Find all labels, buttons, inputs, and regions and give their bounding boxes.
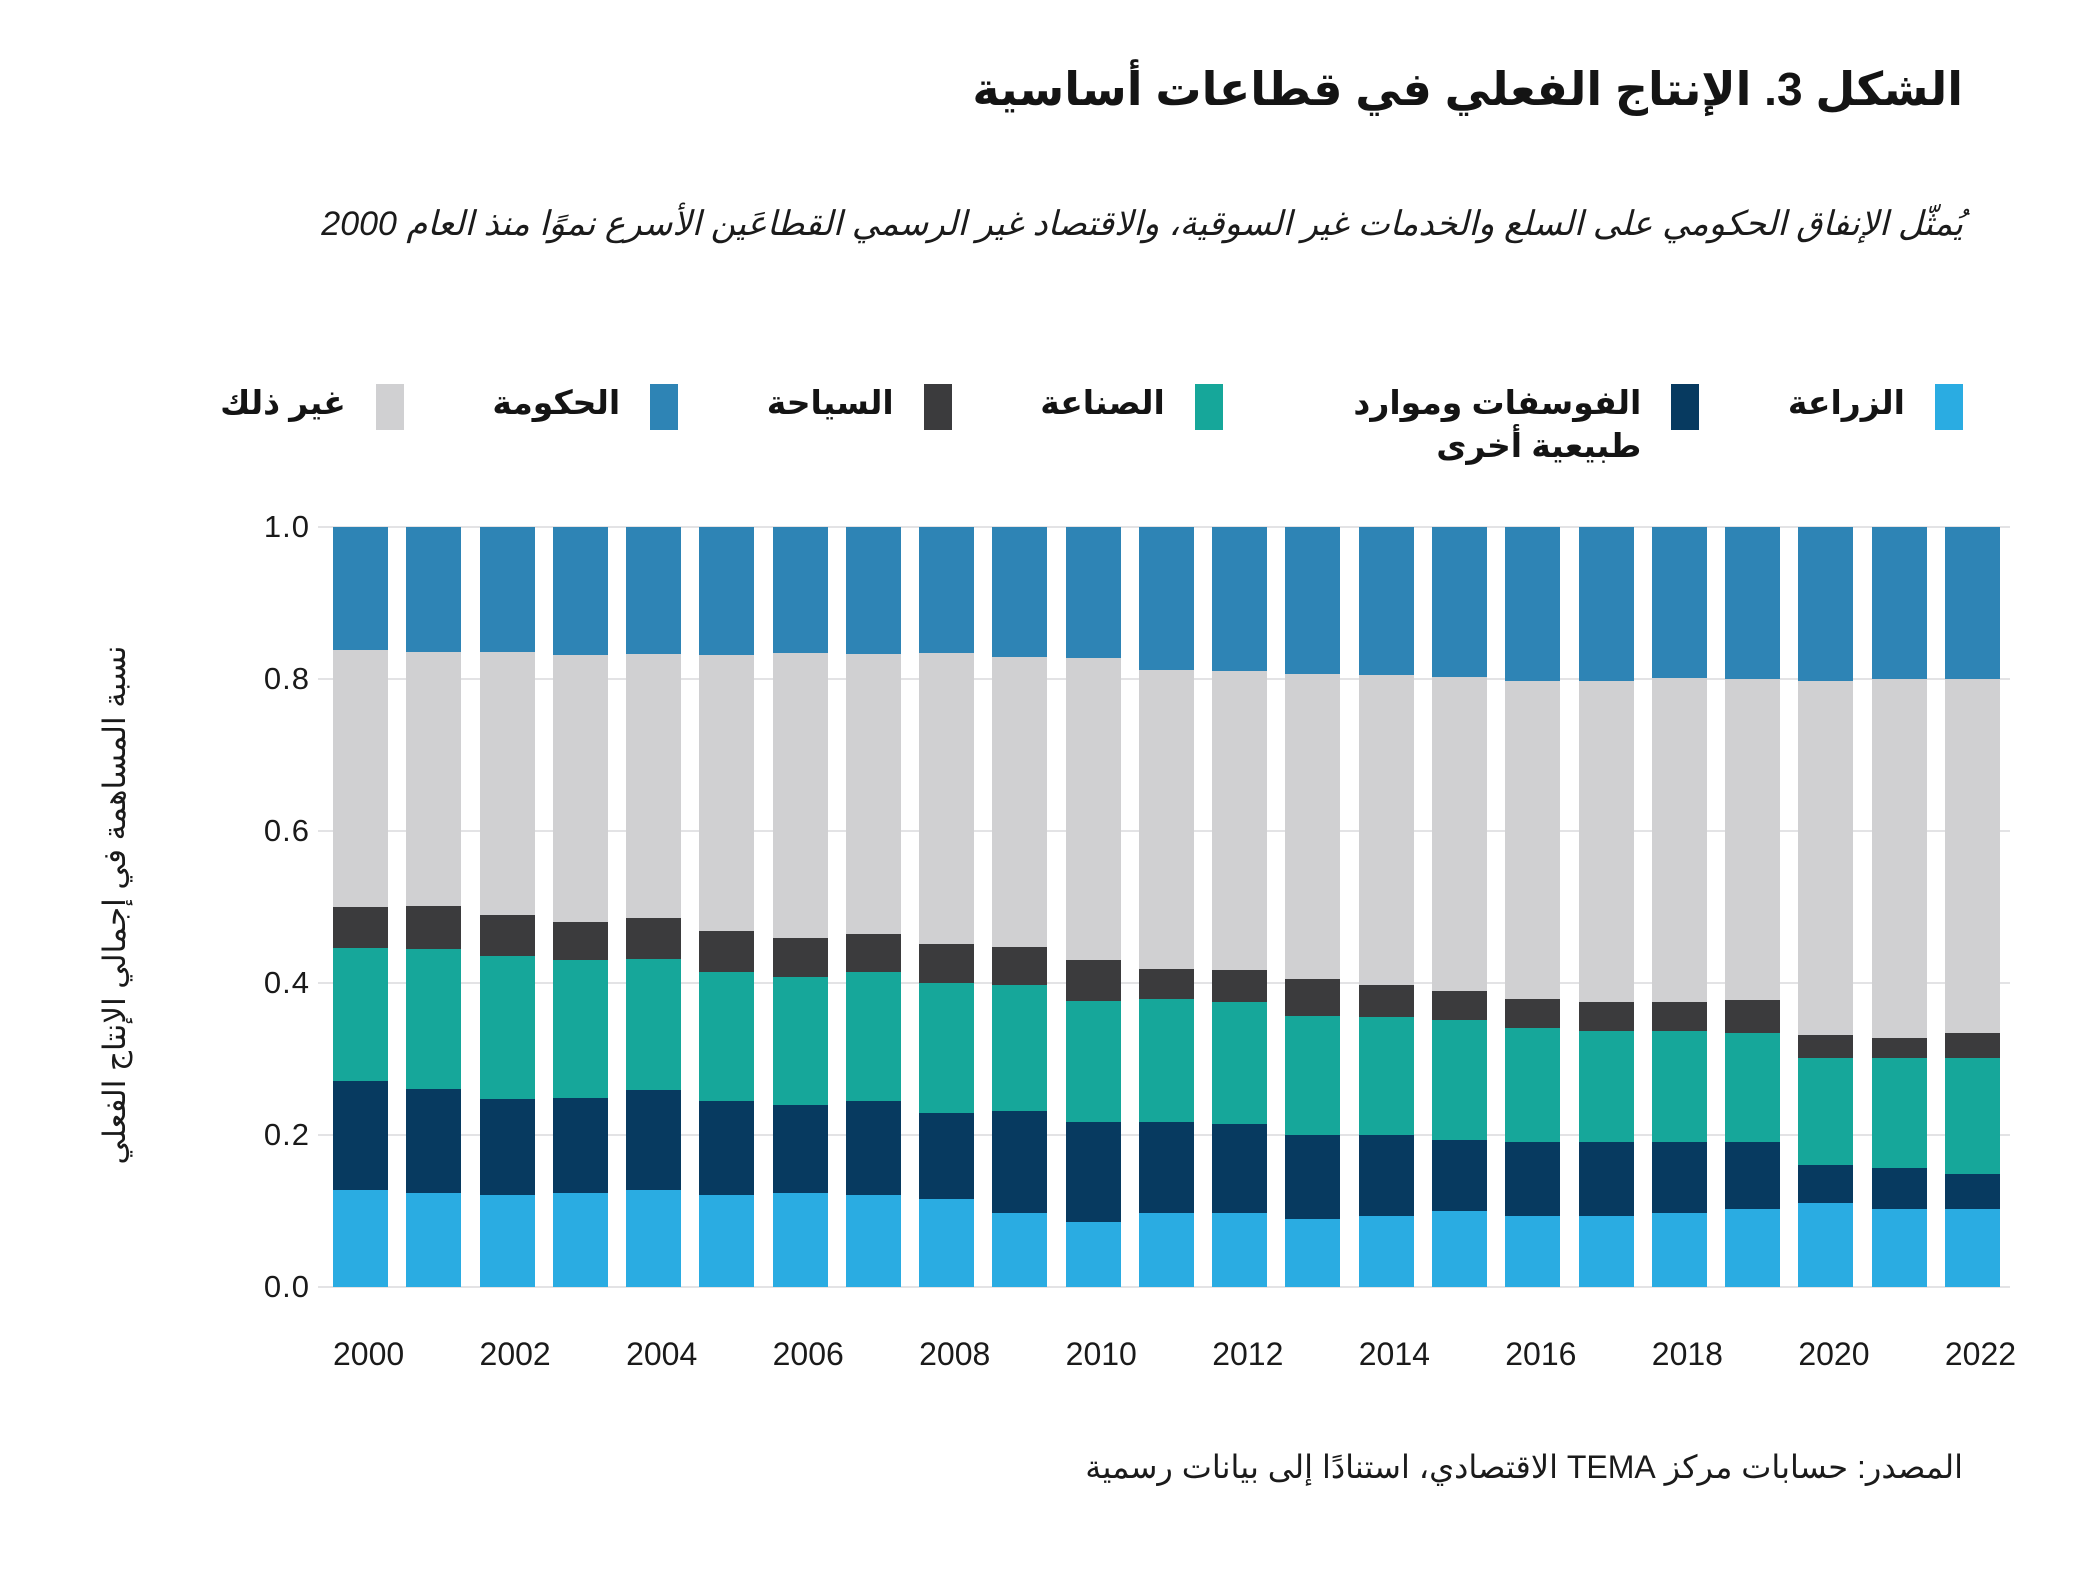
legend-label: الزراعة (1787, 384, 1905, 421)
y-tick-label: 0.0 (263, 1269, 310, 1304)
bar-2021-segment-3 (1872, 1038, 1927, 1058)
bar-2008-segment-5 (919, 527, 974, 653)
bar-2019-segment-2 (1725, 1033, 1780, 1142)
y-tick-label: 0.2 (263, 1117, 310, 1152)
bar-2005-segment-5 (699, 527, 754, 655)
bar-2020 (1798, 527, 1853, 1287)
bar-2021-segment-0 (1872, 1209, 1927, 1287)
bar-2006-segment-0 (773, 1193, 828, 1287)
bar-2007-segment-5 (846, 527, 901, 654)
bar-2010-segment-0 (1066, 1222, 1121, 1287)
bar-2018-segment-1 (1652, 1142, 1707, 1213)
bar-2019-segment-0 (1725, 1209, 1780, 1287)
bar-2007-segment-3 (846, 934, 901, 973)
bar-2019 (1725, 527, 1780, 1287)
x-tick-2003 (553, 1336, 608, 1373)
bar-2018-segment-0 (1652, 1213, 1707, 1287)
bar-2011-segment-4 (1139, 670, 1194, 969)
bar-2005-segment-3 (699, 931, 754, 972)
bar-2007 (846, 527, 901, 1287)
legend-label: غير ذلك (220, 384, 346, 421)
x-tick-2022: 2022 (1944, 1336, 2017, 1372)
bar-2001-segment-2 (406, 949, 461, 1089)
x-tick-2010: 2010 (1065, 1336, 1137, 1372)
bar-2017-segment-4 (1579, 681, 1634, 1002)
bar-2000-segment-4 (333, 650, 388, 907)
bar-2000-segment-5 (333, 527, 388, 650)
x-tick-2007 (846, 1336, 901, 1373)
bar-2008 (919, 527, 974, 1287)
x-tick-2006: 2006 (772, 1336, 844, 1372)
bar-2016 (1505, 527, 1560, 1287)
x-tick-2009 (992, 1336, 1047, 1373)
bar-2012-segment-4 (1212, 671, 1267, 970)
bar-2012-segment-3 (1212, 970, 1267, 1002)
bar-2004-segment-3 (626, 918, 681, 959)
bar-2015-segment-2 (1432, 1020, 1487, 1139)
bar-2010-segment-5 (1066, 527, 1121, 658)
bar-2000-segment-0 (333, 1190, 388, 1287)
bar-2002-segment-0 (480, 1195, 535, 1287)
bar-2003-segment-3 (553, 922, 608, 960)
bar-2014-segment-5 (1359, 527, 1414, 675)
bar-2016-segment-1 (1505, 1142, 1560, 1216)
bar-2016-segment-5 (1505, 527, 1560, 681)
bar-2009 (992, 527, 1047, 1287)
bar-2019-segment-4 (1725, 679, 1780, 1000)
bar-2022-segment-1 (1945, 1174, 2000, 1209)
bar-2001-segment-5 (406, 527, 461, 652)
bar-2013-segment-2 (1285, 1016, 1340, 1135)
bar-2008-segment-4 (919, 653, 974, 944)
bar-2018-segment-3 (1652, 1002, 1707, 1031)
bar-2017-segment-3 (1579, 1002, 1634, 1031)
bar-2015-segment-0 (1432, 1211, 1487, 1287)
bar-2018-segment-2 (1652, 1031, 1707, 1142)
bar-2013-segment-5 (1285, 527, 1340, 674)
bar-2000-segment-1 (333, 1081, 388, 1190)
bar-2016-segment-2 (1505, 1028, 1560, 1142)
bar-2005-segment-4 (699, 655, 754, 931)
bar-2006 (773, 527, 828, 1287)
bar-2022-segment-4 (1945, 679, 2000, 1033)
bar-2011-segment-0 (1139, 1213, 1194, 1287)
x-tick-2002: 2002 (479, 1336, 551, 1372)
bar-2021 (1872, 527, 1927, 1287)
bar-2012-segment-5 (1212, 527, 1267, 671)
bar-2015 (1432, 527, 1487, 1287)
x-tick-2008: 2008 (919, 1336, 991, 1372)
bar-2021-segment-1 (1872, 1168, 1927, 1209)
bar-2009-segment-2 (992, 985, 1047, 1112)
x-tick-2015 (1432, 1336, 1487, 1373)
bar-2011-segment-1 (1139, 1122, 1194, 1213)
bar-2011-segment-2 (1139, 999, 1194, 1122)
bar-2022-segment-5 (1945, 527, 2000, 679)
bar-2020-segment-1 (1798, 1165, 1853, 1204)
bar-2001-segment-1 (406, 1089, 461, 1193)
bar-2003 (553, 527, 608, 1287)
bar-2016-segment-0 (1505, 1216, 1560, 1287)
x-tick-2013 (1285, 1336, 1340, 1373)
bar-2004-segment-2 (626, 959, 681, 1090)
bar-2007-segment-2 (846, 972, 901, 1100)
bar-2015-segment-4 (1432, 677, 1487, 991)
x-tick-2021 (1872, 1336, 1927, 1373)
bar-2010-segment-2 (1066, 1001, 1121, 1123)
bar-2019-segment-3 (1725, 1000, 1780, 1033)
bar-2018-segment-4 (1652, 678, 1707, 1002)
bar-2021-segment-2 (1872, 1058, 1927, 1168)
bar-2020-segment-3 (1798, 1035, 1853, 1058)
bar-2017-segment-1 (1579, 1142, 1634, 1216)
bar-2002-segment-5 (480, 527, 535, 652)
bar-2015-segment-5 (1432, 527, 1487, 677)
bar-2008-segment-2 (919, 983, 974, 1113)
bar-2004 (626, 527, 681, 1287)
x-tick-2001 (406, 1336, 461, 1373)
bar-2010-segment-4 (1066, 658, 1121, 960)
bar-2012-segment-0 (1212, 1213, 1267, 1287)
bar-2000 (333, 527, 388, 1287)
y-tick-label: 0.4 (263, 965, 310, 1000)
bar-2014-segment-2 (1359, 1017, 1414, 1135)
bar-2004-segment-5 (626, 527, 681, 654)
bar-2012-segment-2 (1212, 1002, 1267, 1124)
x-tick-2016: 2016 (1505, 1336, 1577, 1372)
bar-2020-segment-2 (1798, 1058, 1853, 1165)
bar-2001 (406, 527, 461, 1287)
bar-2005-segment-1 (699, 1101, 754, 1195)
bar-2001-segment-0 (406, 1193, 461, 1287)
bar-2017 (1579, 527, 1634, 1287)
bar-2004-segment-0 (626, 1190, 681, 1287)
bar-2017-segment-2 (1579, 1031, 1634, 1142)
bar-2006-segment-3 (773, 938, 828, 977)
bars (333, 527, 2000, 1287)
bar-2018-segment-5 (1652, 527, 1707, 678)
bar-2002-segment-1 (480, 1099, 535, 1195)
bar-2022-segment-3 (1945, 1033, 2000, 1057)
x-tick-labels (333, 1336, 2017, 1373)
bar-2007-segment-1 (846, 1101, 901, 1195)
legend-label: الحكومة (492, 384, 621, 421)
bar-2005-segment-0 (699, 1195, 754, 1287)
bar-2003-segment-2 (553, 960, 608, 1098)
bar-2003-segment-4 (553, 655, 608, 922)
y-tick-labels (180, 509, 310, 1304)
bar-2006-segment-5 (773, 527, 828, 653)
bar-2014-segment-3 (1359, 985, 1414, 1018)
y-tick-label: 0.8 (263, 661, 310, 696)
bar-2019-segment-1 (1725, 1142, 1780, 1209)
bar-2004-segment-1 (626, 1090, 681, 1190)
bar-2012-segment-1 (1212, 1124, 1267, 1214)
bar-2017-segment-5 (1579, 527, 1634, 681)
bar-2002-segment-3 (480, 915, 535, 957)
bar-2012 (1212, 527, 1267, 1287)
bar-2014-segment-0 (1359, 1216, 1414, 1287)
bar-2002-segment-4 (480, 652, 535, 914)
bar-2005 (699, 527, 754, 1287)
source-note: المصدر: حسابات مركز TEMA الاقتصادي، استنادًا إلى بيانات رسمية (1085, 1449, 1963, 1485)
bar-2007-segment-4 (846, 654, 901, 934)
figure-subtitle: يُمثّل الإنفاق الحكومي على السلع والخدمات غير السوقية، والاقتصاد غير الرسمي القطاعَين الأسرع نموًا منذ العام 2000 (321, 205, 1963, 243)
bar-2000-segment-2 (333, 948, 388, 1081)
bar-2021-segment-4 (1872, 679, 1927, 1038)
x-tick-2018: 2018 (1651, 1336, 1723, 1372)
bar-2008-segment-0 (919, 1199, 974, 1287)
bar-2018 (1652, 527, 1707, 1287)
x-tick-2005 (699, 1336, 754, 1373)
bar-2009-segment-3 (992, 947, 1047, 984)
bar-2009-segment-4 (992, 657, 1047, 947)
bar-2001-segment-4 (406, 652, 461, 905)
bar-2019-segment-5 (1725, 527, 1780, 679)
x-tick-2017 (1579, 1336, 1634, 1373)
bar-2011 (1139, 527, 1194, 1287)
bar-2002-segment-2 (480, 956, 535, 1099)
bar-2010-segment-1 (1066, 1122, 1121, 1222)
bar-2008-segment-1 (919, 1113, 974, 1199)
bar-2020-segment-4 (1798, 681, 1853, 1034)
bar-2016-segment-3 (1505, 999, 1560, 1028)
bar-2013-segment-4 (1285, 674, 1340, 980)
bar-2004-segment-4 (626, 654, 681, 918)
x-tick-2004: 2004 (626, 1336, 698, 1372)
bar-2022 (1945, 527, 2000, 1287)
bar-2015-segment-3 (1432, 991, 1487, 1021)
bar-2002 (480, 527, 535, 1287)
bar-2007-segment-0 (846, 1195, 901, 1287)
y-tick-label: 0.6 (263, 813, 310, 848)
bar-2008-segment-3 (919, 944, 974, 983)
bar-2003-segment-0 (553, 1193, 608, 1287)
legend-label: الصناعة (1040, 384, 1165, 421)
legend-label: السياحة (766, 384, 894, 421)
bar-2006-segment-4 (773, 653, 828, 938)
bar-2006-segment-2 (773, 977, 828, 1105)
bar-2010-segment-3 (1066, 960, 1121, 1000)
figure-title: الشكل 3. الإنتاج الفعلي في قطاعات أساسية (972, 63, 1963, 115)
x-tick-2014: 2014 (1358, 1336, 1430, 1372)
bar-2021-segment-5 (1872, 527, 1927, 679)
bar-2009-segment-5 (992, 527, 1047, 657)
bar-2009-segment-0 (992, 1213, 1047, 1287)
x-tick-2000: 2000 (333, 1336, 405, 1372)
bar-2014 (1359, 527, 1414, 1287)
bar-2014-segment-4 (1359, 675, 1414, 984)
x-tick-2020: 2020 (1798, 1336, 1870, 1372)
bar-2001-segment-3 (406, 906, 461, 949)
bar-2016-segment-4 (1505, 681, 1560, 999)
bar-2005-segment-2 (699, 972, 754, 1100)
bar-2003-segment-5 (553, 527, 608, 655)
y-tick-label: 1.0 (263, 509, 310, 544)
x-tick-2019 (1725, 1336, 1780, 1373)
bar-2006-segment-1 (773, 1105, 828, 1193)
legend-label: الفوسفات وموارد طبيعية أخرى (1353, 384, 1642, 464)
bar-2013-segment-1 (1285, 1135, 1340, 1219)
bar-2009-segment-1 (992, 1111, 1047, 1212)
bar-2022-segment-0 (1945, 1209, 2000, 1287)
bar-2013 (1285, 527, 1340, 1287)
bar-2010 (1066, 527, 1121, 1287)
bar-2014-segment-1 (1359, 1135, 1414, 1216)
bar-2013-segment-3 (1285, 979, 1340, 1016)
bar-2022-segment-2 (1945, 1058, 2000, 1174)
bar-2020-segment-5 (1798, 527, 1853, 681)
bar-2011-segment-5 (1139, 527, 1194, 670)
x-tick-2011 (1139, 1336, 1194, 1373)
bar-2020-segment-0 (1798, 1203, 1853, 1287)
bar-2000-segment-3 (333, 907, 388, 948)
y-axis-title: نسبة المساهمة في إجمالي الإنتاج الفعلي (97, 645, 132, 1165)
bar-2013-segment-0 (1285, 1219, 1340, 1287)
bar-2011-segment-3 (1139, 969, 1194, 999)
bar-2017-segment-0 (1579, 1216, 1634, 1287)
bar-2015-segment-1 (1432, 1140, 1487, 1211)
x-tick-2012: 2012 (1212, 1336, 1284, 1372)
bar-2003-segment-1 (553, 1098, 608, 1193)
